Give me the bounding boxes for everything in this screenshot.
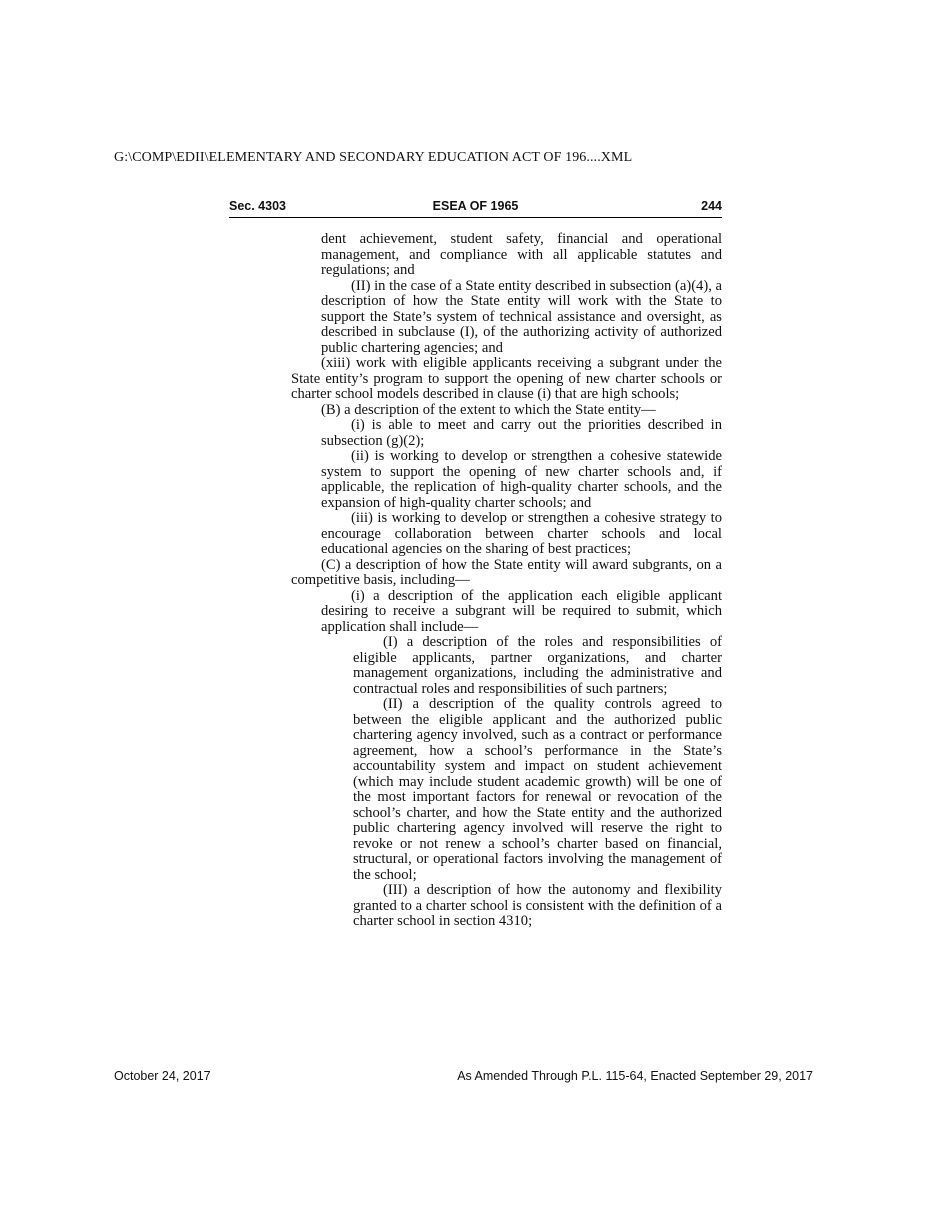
paragraph-B-i: (i) is able to meet and carry out the priorities described in subsection (g)(2); xyxy=(321,417,722,449)
act-title: ESEA OF 1965 xyxy=(432,199,519,213)
statute-body xyxy=(0,232,950,930)
file-path: G:\COMP\EDII\ELEMENTARY AND SECONDARY EDUCATION ACT OF 196....XML xyxy=(114,150,633,165)
paragraph-C-i-III: (III) a description of how the autonomy and flexibility granted to a charter school is consistent with the definition of a charter school in section 4310; xyxy=(353,882,722,929)
paragraph-clause-xiii: (xiii) work with eligible applicants receiving a subgrant under the State entity’s program to support the opening of new charter schools or charter school models described in clause (i) that are high schools; xyxy=(291,355,722,402)
footer-amended: As Amended Through P.L. 115-64, Enacted September 29, 2017 xyxy=(457,1069,813,1083)
footer-date: October 24, 2017 xyxy=(114,1069,211,1083)
page-header xyxy=(229,197,722,218)
paragraph-B: (B) a description of the extent to which the State entity— xyxy=(321,401,656,418)
section-number: Sec. 4303 xyxy=(229,199,286,213)
paragraph-subclause-II: (II) in the case of a State entity described in subsection (a)(4), a description of how the State entity will work with the State to support the State’s system of technical assistance and oversight, as described in subclause (I), of the authorizing activity of authorized public chartering agencies; and xyxy=(321,277,722,356)
paragraph-C-i-I: (I) a description of the roles and responsibilities of eligible applicants, partner organizations, and charter management organizations, including the administrative and contractual roles and responsibilities of such partners; xyxy=(353,634,722,697)
paragraph-continuation: dent achievement, student safety, financial and operational management, and compliance with all applicable statutes and regulations; and xyxy=(321,231,722,278)
paragraph-C: (C) a description of how the State entity will award subgrants, on a competitive basis, including— xyxy=(291,556,722,588)
paragraph-B-ii: (ii) is working to develop or strengthen a cohesive statewide system to support the opening of new charter schools and, if applicable, the replication of high-quality charter schools, and the expansion of high-quality charter schools; and xyxy=(321,448,722,511)
page-number: 244 xyxy=(701,199,722,213)
paragraph-B-iii: (iii) is working to develop or strengthen a cohesive strategy to encourage collaboration between charter schools and local educational agencies on the sharing of best practices; xyxy=(321,510,722,557)
paragraph-C-i-II: (II) a description of the quality controls agreed to between the eligible applicant and the authorized public chartering agency involved, such as a contract or performance agreement, how a school’s performance in the State’s accountability system and impact on student achievement (which may include student academic growth) will be one of the most important factors for renewal or revocation of the school’s charter, and how the State entity and the authorized public chartering agency involved will reserve the right to revoke or not renew a school’s charter based on financial, structural, or operational factors involving the management of the school; xyxy=(353,696,722,883)
paragraph-C-i: (i) a description of the application each eligible applicant desiring to receive a subgrant will be required to submit, which application shall include— xyxy=(321,587,722,635)
